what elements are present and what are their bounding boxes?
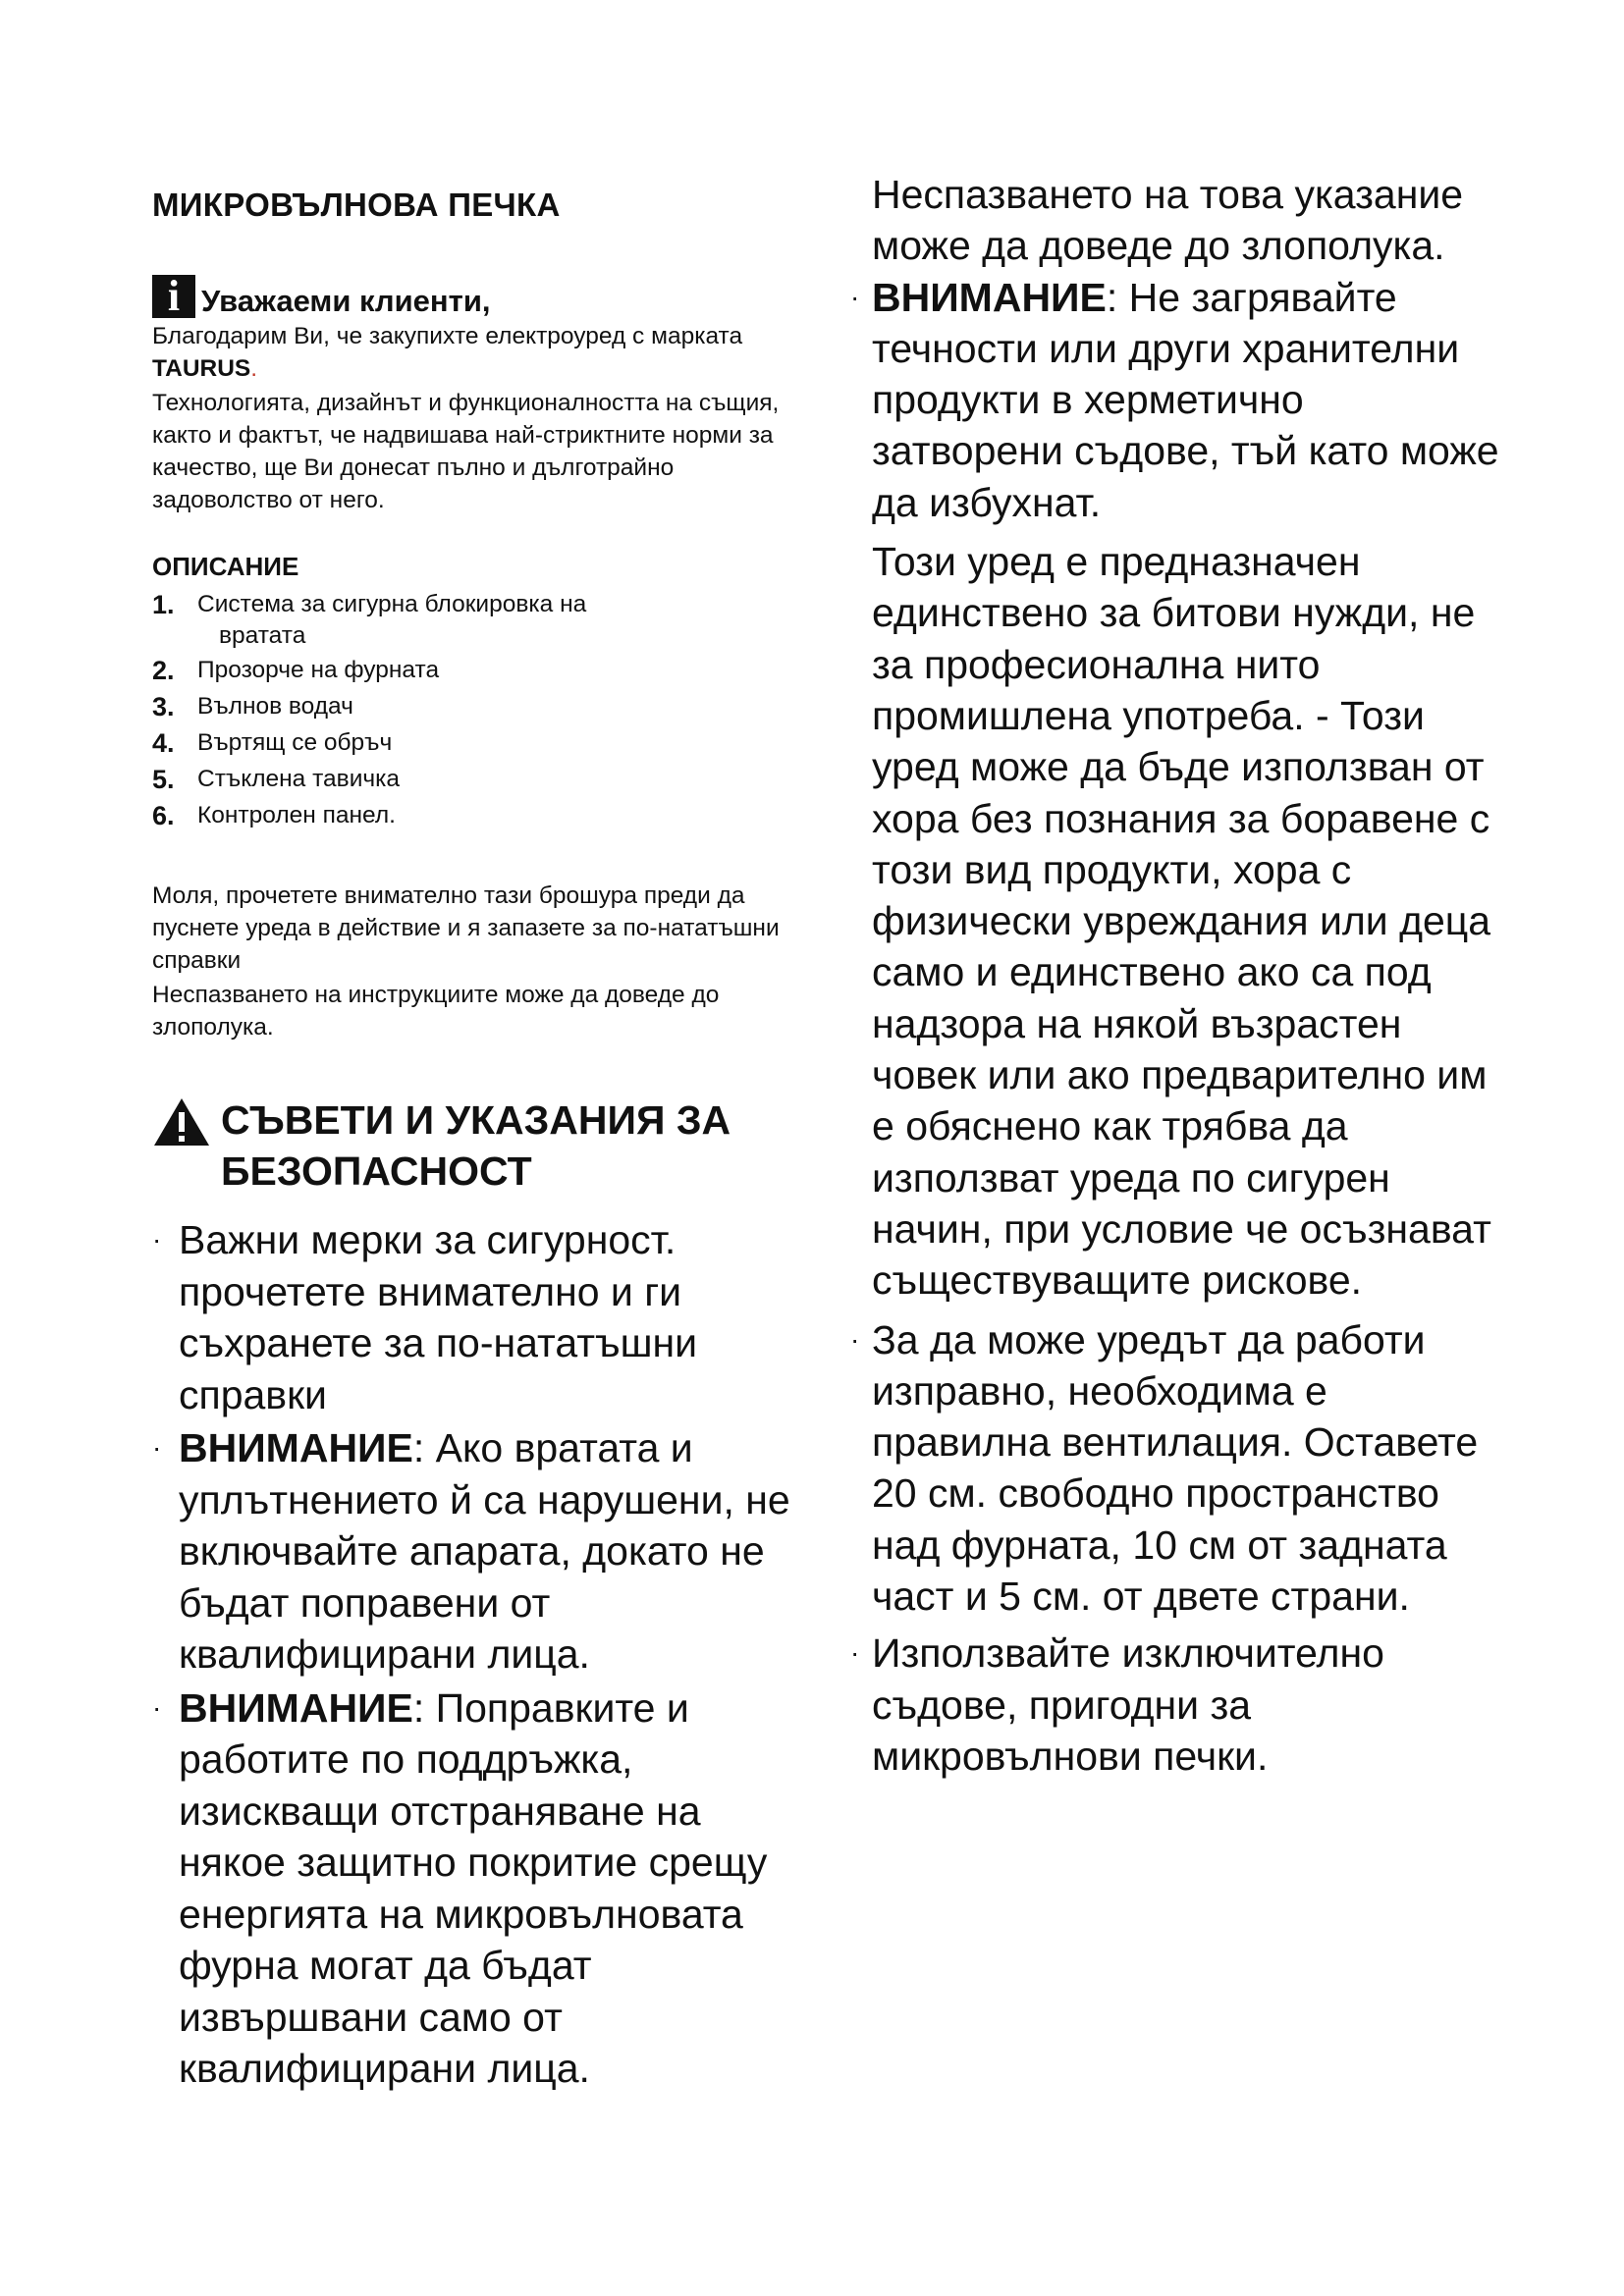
thanks-prefix: Благодарим Ви, че закупихте електроуред с марката [152,323,743,349]
list-item [152,1214,800,1420]
safety-list [152,1214,800,2095]
list-item [850,272,1502,528]
warning-label: ВНИМАНИЕ [179,1425,413,1470]
greeting: Уважаеми клиенти, [201,284,491,318]
item-text: Въртящ се обръч [197,729,393,756]
item-text: Контролен панел. [197,802,396,828]
info-icon: i [152,275,195,318]
item-text-cont: вратата [219,622,306,649]
safety-heading-row [152,1095,800,1197]
notes-block [152,880,800,1043]
bullet: · [152,1691,162,1723]
list-item [152,799,800,832]
item-number: 1. [152,590,175,619]
item-text: Прозорче на фурната [197,657,440,683]
item-number: 6. [152,801,175,830]
item-text: Стъклена тавичка [197,766,401,792]
failure-note: Неспазването на инструкциите може да доведе до злополука. [152,982,720,1041]
list-item [152,726,800,760]
brand-dot: . [250,355,258,382]
list-item [152,1682,800,2095]
brand-name: TAURUS [152,355,251,382]
list-item [152,654,800,687]
right-column [850,169,1502,1788]
bullet: · [850,1323,860,1355]
item-number: 3. [152,692,175,721]
item-text: Система за сигурна блокировка на [197,591,587,617]
item-number: 2. [152,656,175,685]
warning-label: ВНИМАНИЕ [179,1684,413,1731]
item-text: Важни мерки за сигурност. прочетете внимателно и ги съхранете за по-нататъшни справки [179,1217,698,1417]
description-heading: ОПИСАНИЕ [152,552,299,581]
list-item [152,690,800,723]
warning-icon [152,1096,211,1148]
item-number: 4. [152,728,175,758]
thanks-text [152,320,800,385]
bullet: · [152,1224,162,1255]
item-text: : Поправките и работите по поддръжка, изискващи отстраняване на някое защитно покритие срещу енергията на микровълновата фурна могат да бъдат извършвани само от квалифицирани лица. [179,1684,768,2091]
safety-heading [221,1095,731,1197]
domestic-use-text: Този уред е предназначен единствено за битови нужди, не за професионална нито промишлена употреба. - Този уред може да бъде използван от хора без познания за боравене с този вид продукти, хора с физически увреждания или деца само и единствено ако са под надзора на някой възрастен човек или ако предварително им е обяснено как трябва да използват уреда по сигурен начин, при условие че осъзнават съществуващите рискове. [872,539,1491,1304]
right-list-2 [850,1314,1502,1783]
safety-heading-line1: СЪВЕТИ И УКАЗАНИЯ ЗА [221,1097,731,1143]
left-column [152,177,800,2097]
list-item [152,1422,800,1681]
list-item [850,1314,1502,1623]
bullet: · [152,1432,162,1463]
item-text: За да може уредът да работи изправно, необходима е правилна вентилация. Оставете 20 см. свободно пространство над фурната, 10 см от задната част и 5 см. от двете страни. [872,1316,1479,1620]
list-item [152,588,800,651]
warning-label: ВНИМАНИЕ [872,274,1107,320]
item-text: : Ако вратата и уплътнението й са нарушени, не включвайте апарата, докато не бъдат поправени от квалифицирани лица. [179,1425,790,1677]
continued-text: Неспазването на това указание може да доведе до злополука. [872,172,1464,269]
item-text: Използвайте изключително съдове, пригодни за микровълнови печки. [872,1630,1384,1779]
item-text: Вълнов водач [197,693,353,720]
bullet: · [850,1637,860,1669]
read-note: Моля, прочетете внимателно тази брошура преди да пуснете уреда в действие и я запазете за по-нататъшни справки [152,882,780,974]
item-text: : Не загрявайте течности или други хранителни продукти в херметично затворени съдове, тъй като може да избухнат. [872,274,1499,525]
item-number: 5. [152,765,175,794]
description-list [152,588,800,832]
page-title: МИКРОВЪЛНОВА ПЕЧКА [152,187,561,223]
list-item [850,1628,1502,1782]
bullet: · [850,281,860,312]
intro-paragraph: Технологията, дизайнът и функционалността на същия, както и фактът, че надвишава най-стриктните норми за качество, ще Ви донесат пълно и дълготрайно задоволство от него. [152,390,780,513]
safety-heading-line2: БЕЗОПАСНОСТ [221,1148,532,1194]
right-list [850,272,1502,528]
greeting-row [152,272,800,320]
list-item [152,763,800,796]
